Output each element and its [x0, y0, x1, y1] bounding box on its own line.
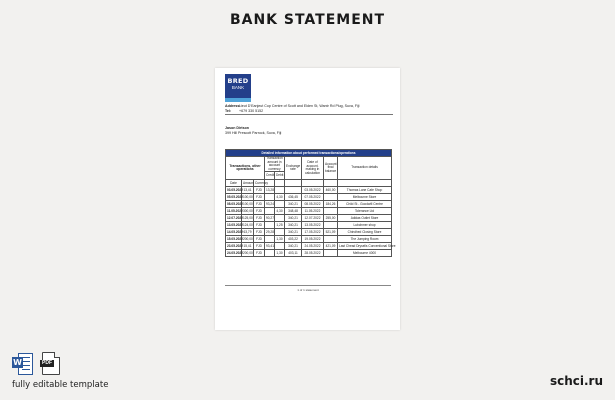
page-title: BANK STATEMENT [229, 12, 386, 28]
cell-acc-date: 07.05.2022 [302, 194, 324, 201]
cell-debit: 1,25 [276, 223, 283, 228]
cell-currency: FJD [254, 201, 265, 208]
cell-balance [324, 222, 338, 229]
cell-balance [324, 208, 338, 215]
site-brand: schci.ru [549, 374, 603, 388]
cell-debit: 1,30 [276, 237, 283, 242]
cell-balance: 421,09 [324, 243, 338, 250]
header-details: Transaction details [338, 157, 392, 180]
cell-amount: 200,00 [243, 251, 253, 256]
bank-contact-block [225, 104, 393, 114]
header-currency: Currency [255, 181, 268, 186]
cell-rate [285, 187, 302, 194]
header-rate-blank [285, 180, 302, 187]
tel-value: +679 330 5152 [239, 109, 264, 113]
cell-debit [275, 229, 285, 236]
cell-credit [265, 250, 275, 257]
cell-rate: 340,21 [285, 222, 302, 229]
cell-date: 23.05.2022 [227, 244, 243, 249]
cell-credit: 93,24 [266, 202, 274, 207]
cell-details: Lubchmer shop [338, 222, 392, 229]
cell-balance: 460,00 [324, 187, 338, 194]
word-file-icon [12, 352, 32, 374]
address-value: Lieut D'Eanjeut Cop Centre of Scott and Elden St, Wantr Rd Plug, Suva, Fiji [239, 104, 360, 108]
table-banner: Detailed information about performed transactions/operations [226, 150, 392, 157]
cell-acc-date: 08.05.2022 [302, 201, 324, 208]
cell-rate: 403,22 [285, 236, 302, 243]
cell-rate: 348,48 [285, 208, 302, 215]
cell-debit [275, 243, 285, 250]
cell-acc-date: 19.05.2022 [302, 236, 324, 243]
cell-debit: 4,30 [276, 195, 283, 200]
bank-logo [225, 74, 251, 98]
cell-rate: 340,21 [285, 215, 302, 222]
header-balance-blank [324, 180, 338, 187]
header-debit: Debit [275, 172, 285, 180]
cell-currency: FJD [254, 250, 265, 257]
table-row [226, 250, 392, 257]
cell-currency: FJD [254, 222, 265, 229]
client-block [225, 126, 281, 136]
cell-details: Tolerance Ltd [338, 208, 392, 215]
cell-details: Adidas Outlet Store [338, 215, 392, 222]
cell-currency: FJD [254, 243, 265, 250]
cell-acc-date: 11.05.2022 [302, 208, 324, 215]
cell-debit: 4,30 [276, 209, 283, 214]
cell-balance [324, 250, 338, 257]
cell-currency: FJD [254, 187, 265, 194]
transactions-table [225, 149, 396, 257]
cell-currency: FJD [254, 236, 265, 243]
cell-amount: 100,00 [243, 202, 253, 207]
cell-credit: 93,41 [266, 244, 274, 249]
table-row [226, 201, 392, 208]
cell-balance: 255,00 [324, 215, 338, 222]
cell-amount: 125,00 [243, 216, 253, 221]
pdf-label: PDF [42, 360, 52, 366]
table-row [226, 236, 392, 243]
format-icons [12, 352, 60, 374]
cell-credit [265, 208, 275, 215]
table-row [226, 208, 392, 215]
cell-acc-date: 03.05.2022 [302, 187, 324, 194]
cell-acc-date: 24.05.2022 [302, 243, 324, 250]
header-credit: Credit [265, 172, 275, 180]
table-row [226, 222, 392, 229]
header-accdate-blank [302, 180, 324, 187]
table-row [226, 229, 392, 236]
cell-balance: 521,09 [324, 229, 338, 236]
header-exchange-rate: Exchange rate [285, 157, 302, 180]
cell-details: Thomas Lane Cafe Shop [338, 187, 392, 194]
header-final-balance: Account final balance [324, 157, 338, 180]
table-row [226, 243, 392, 250]
logo-name: BRED [227, 77, 249, 85]
cell-debit [275, 215, 285, 222]
cell-date: 15.05.2022 [227, 237, 243, 242]
cell-date: 08.05.2022 [227, 202, 243, 207]
header-date: Date [226, 180, 242, 187]
cell-date: 13.05.2022 [227, 223, 243, 228]
cell-debit: 1,30 [276, 251, 283, 256]
table-row [226, 194, 392, 201]
statement-document [215, 68, 400, 330]
cell-date: 11.05.2022 [227, 209, 243, 214]
cell-details: Last Chead Drysells Conventional Store [339, 244, 396, 249]
header-debit-blank [275, 180, 285, 187]
cell-credit [265, 236, 275, 243]
table-row [226, 215, 392, 222]
cell-rate: 340,21 [285, 229, 302, 236]
cell-acc-date: 13.05.2022 [302, 222, 324, 229]
header-details-blank [338, 180, 392, 187]
cell-amount: 200,00 [243, 237, 253, 242]
cell-debit [275, 201, 285, 208]
cell-date: 03.05.2022 [227, 188, 243, 193]
cell-acc-date: 12.07.2022 [302, 215, 324, 222]
cell-balance [324, 194, 338, 201]
cell-date: 24.05.2022 [227, 251, 243, 256]
logo-band [225, 98, 251, 102]
client-name: Jason Dirtson [225, 126, 249, 130]
table-row [226, 187, 392, 194]
pdf-file-icon [40, 352, 60, 374]
cell-credit [265, 194, 275, 201]
cell-acc-date: 17.05.2022 [302, 229, 324, 236]
cell-details: The Jumping Room [338, 236, 392, 243]
client-address: 399 Hill Prescott Parrock, Suva, Fiji [225, 131, 282, 135]
cell-date: 14.05.2022 [227, 230, 243, 235]
cell-currency: FJD [254, 208, 265, 215]
cell-amount: 15,41 [242, 243, 254, 250]
page-footer: 1 of 1 statement [225, 285, 391, 292]
cell-amount: 13,41 [242, 187, 254, 194]
group-header: Transactions, other operations [226, 157, 265, 180]
cell-amount: 300,00 [243, 209, 253, 214]
cell-balance: 184,26 [324, 201, 338, 208]
template-caption: fully editable template [12, 380, 109, 390]
header-account-date: Date of account. making in calculation [302, 157, 324, 180]
cell-rate: 436,45 [285, 194, 302, 201]
cell-credit: 29,28 [266, 230, 274, 235]
cell-date: 12.07.2022 [227, 216, 243, 221]
header-divider [225, 114, 393, 115]
cell-details: Chindhed Closing Store [338, 229, 392, 236]
cell-debit [275, 187, 285, 194]
cell-details: Melbourne 4000 [338, 250, 392, 257]
cell-balance [324, 236, 338, 243]
cell-currency: FJD [254, 229, 265, 236]
logo-subname: BANK [231, 85, 245, 90]
cell-amount: 124,00 [243, 223, 253, 228]
cell-credit [265, 222, 275, 229]
cell-credit: 90,27 [266, 216, 274, 221]
cell-details: Melbourne Store [338, 194, 392, 201]
address-label: Address: [225, 104, 241, 108]
header-amount: Amount [243, 181, 254, 186]
tel-label: Tel: [225, 109, 232, 113]
cell-date: 05.05.2022 [227, 195, 243, 200]
cell-rate: 340,21 [285, 243, 302, 250]
cell-currency: FJD [254, 215, 265, 222]
cell-currency: FJD [254, 194, 265, 201]
cell-amount: 63,79 [242, 229, 254, 236]
cell-amount: 100,00 [243, 195, 253, 200]
cell-details: Child St - Goodwill Centre [338, 201, 392, 208]
cell-credit: 13,28 [266, 188, 274, 193]
cell-rate: 340,21 [285, 201, 302, 208]
header-tx-amount: Transaction amount in account currency [266, 156, 283, 171]
cell-rate: 403,11 [285, 250, 302, 257]
word-letter: W [13, 358, 22, 367]
cell-acc-date: 28.05.2022 [302, 250, 324, 257]
